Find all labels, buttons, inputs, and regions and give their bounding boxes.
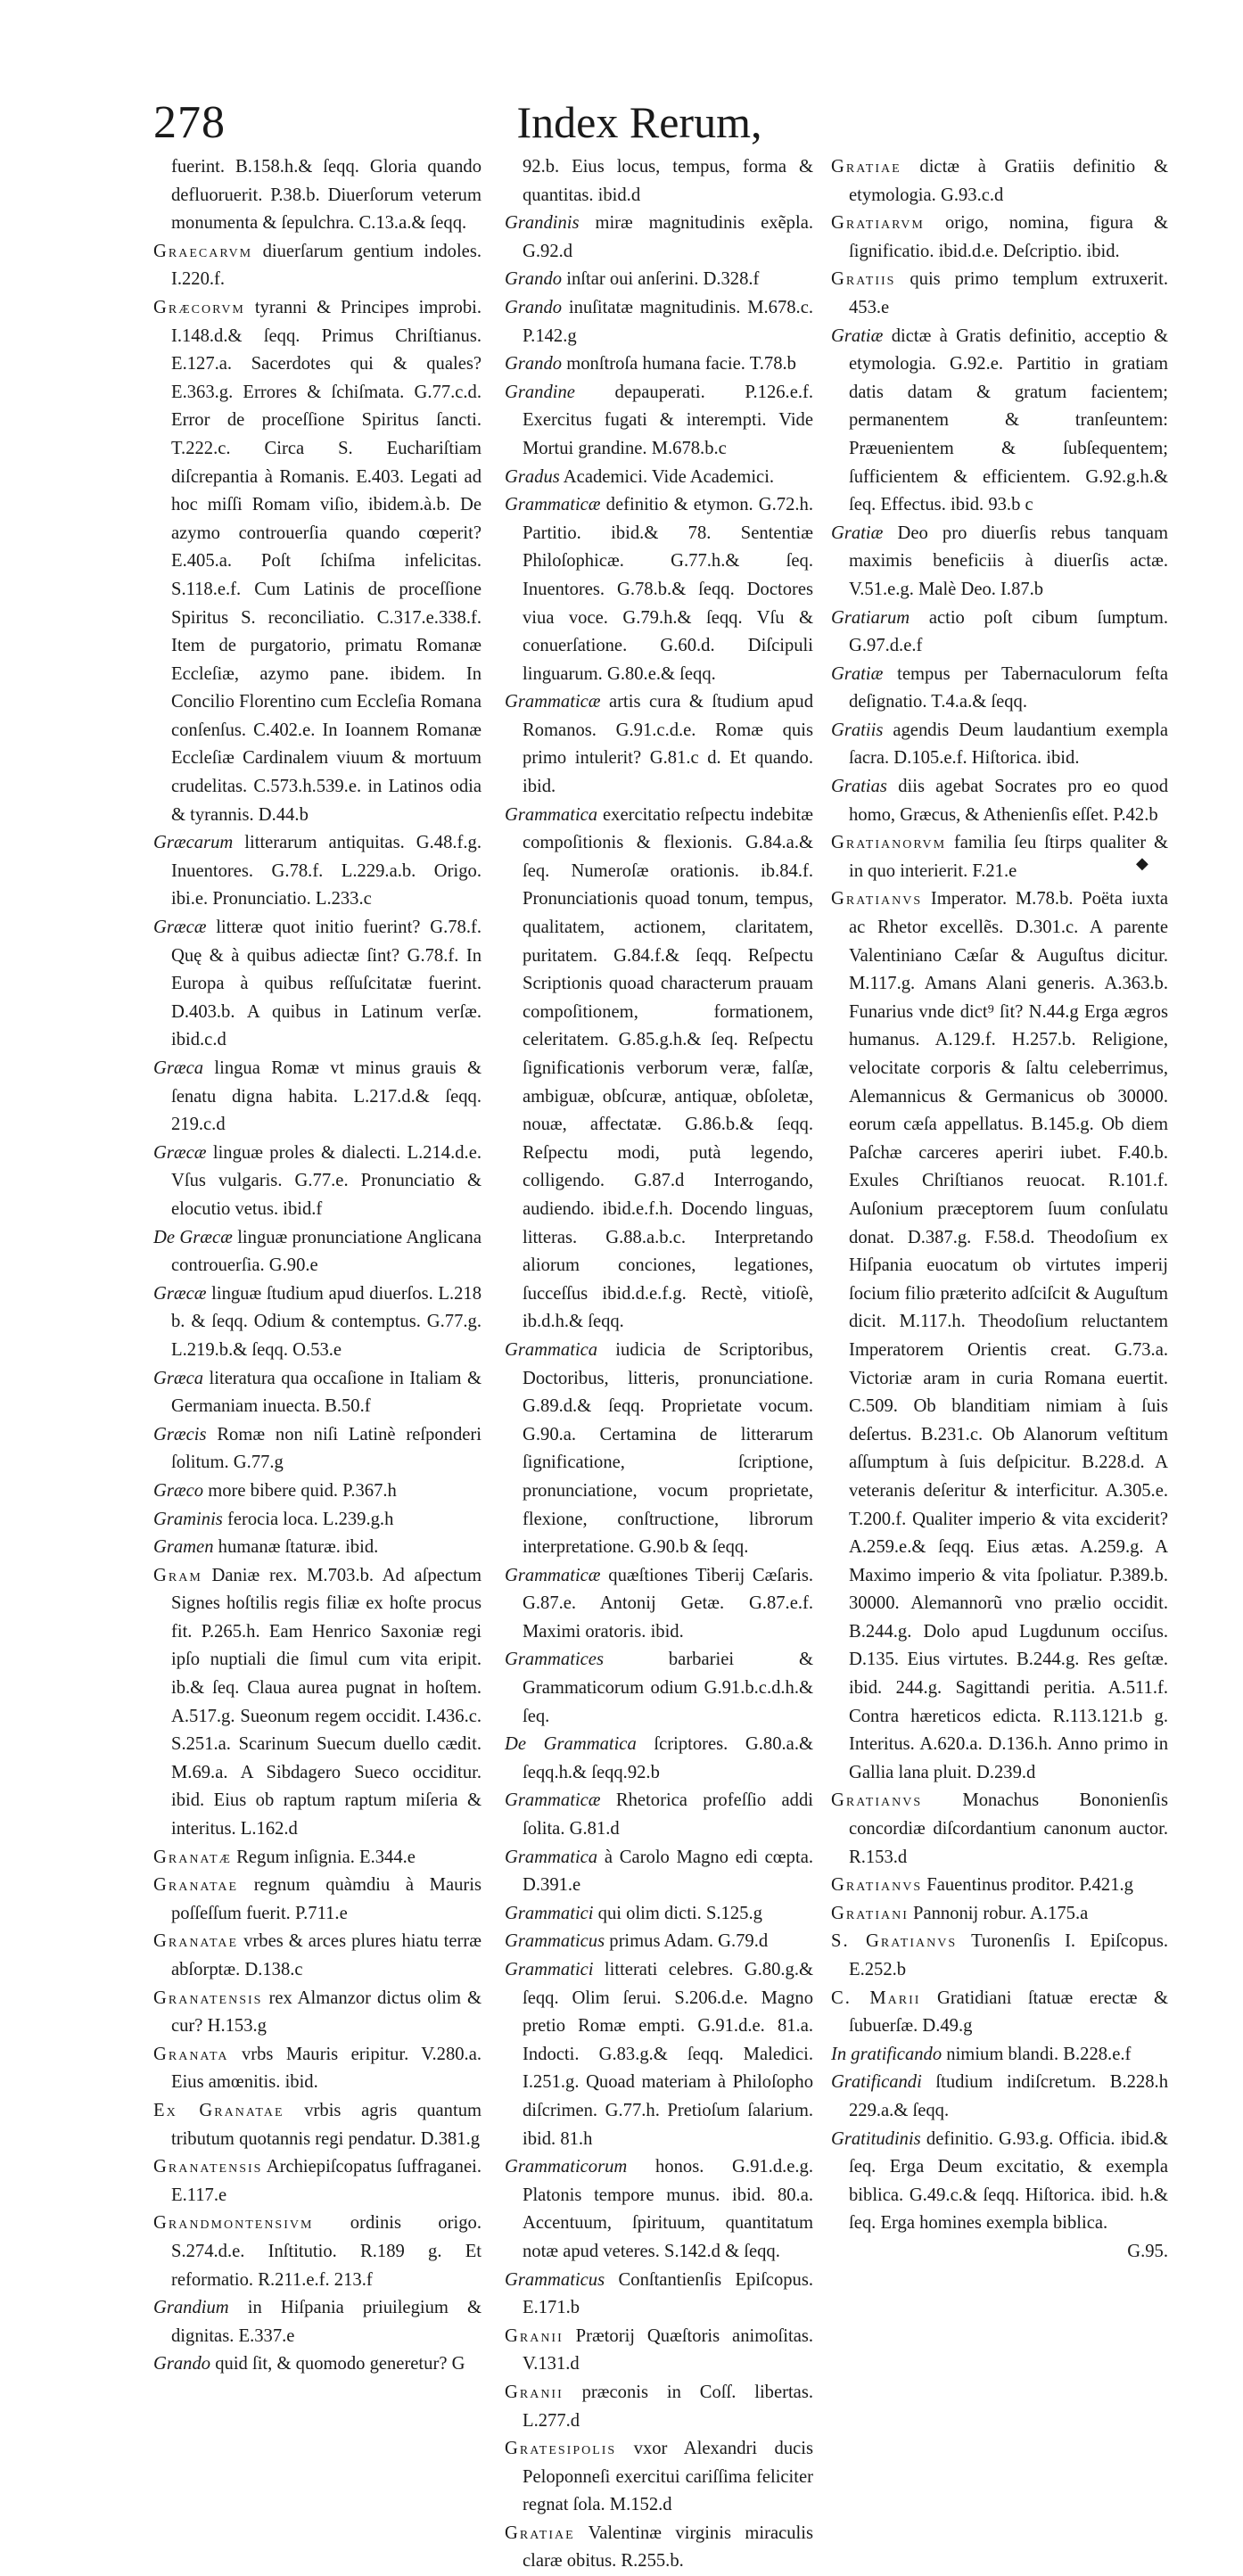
index-entry-text: ferocia loca. L.239.g.h <box>222 1509 394 1529</box>
index-entry <box>831 153 1168 210</box>
index-headword: Grammatices <box>505 1650 604 1670</box>
index-headword: In gratificando <box>831 2044 943 2064</box>
running-head: Index Rerum, <box>516 97 762 147</box>
index-entry <box>505 2379 813 2435</box>
index-entry-text: definitio. G.93.g. Officia. ibid.& ſeq. Erga Deum excitatio, & exempla biblica. G.49.c.& ſeqq. Hiſtorica. ibid. h.& ſeq. Erga homines exempla biblica. <box>849 2128 1168 2234</box>
index-headword: Græcæ <box>153 1142 207 1163</box>
index-entry-text: lingua Romæ vt minus grauis & ſenatu digna habita. L.217.d.& ſeqq. 219.c.d <box>171 1058 482 1135</box>
index-headword: Graecarvm <box>153 241 253 261</box>
index-headword: Granatae <box>153 1875 239 1896</box>
index-entry-text: diuerſarum gentium indoles. I.220.f. <box>171 241 482 290</box>
index-entry <box>831 1872 1168 1900</box>
index-entry <box>153 1477 482 1506</box>
index-entry-text: exercitatio reſpectu indebitæ compoſitionis & flexionis. G.84.a.& ſeq. Numeroſæ orationis. ib.84.f. Pronunciationis quoad tonum, tempus, qualitatem, actionem, claritatem, puritatem. G.84.f.& ſeqq. Reſpectu Scriptionis quoad characterum prauam compoſitionem, formationem, celeritatem. G.85.g.h.& ſeq. Reſpectu ſignificationis verborum veræ, falſæ, ambiguæ, obſcuræ, antiquæ, obſoletæ, nouæ, affectatæ. G.86.b.& ſeqq. Reſpectu modi, putà legendo, colligendo. G.87.d Interrogando, audiendo. ibid.e.f.h. Docendo linguas, litteras. G.88.a.b.c. Interpretando aliorum conciones, legationes, ſucceſſus ibid.d.e.f.g. Rectè, vitioſè, ib.d.h.& ſeqq. <box>523 804 813 1332</box>
index-column-left <box>153 153 482 2379</box>
index-entry <box>831 661 1168 717</box>
index-entry-text: vrbes & arces plures hiatu terræ abſorptæ. D.138.c <box>171 1931 482 1979</box>
index-entry-text: iudicia de Scriptoribus, Doctoribus, litteris, pronunciatione. G.89.d.& ſeqq. Proprietate vocum. G.90.a. Certamina de litterarum ſignificatione, ſcriptione, pronunciatione, vocum proprietate, flexione, conſtructione, librorum interpretatione. G.90.b & ſeqq. <box>523 1339 813 1558</box>
index-headword: Grammatici <box>505 1960 594 1979</box>
index-entry-text: dictæ à Gratis definitio, acceptio & etymologia. G.92.e. Partitio in gratiam datis datam & gratum facientem; permanentem & tranſeuntem: Præuenientem & ſubſequentem; ſufficientem & efficientem. G.92.g.h.& ſeq. Effectus. ibid. 93.b c <box>849 325 1168 515</box>
index-entry-text: ſtudium indiſcretum. B.228.h 229.a.& ſeqq. <box>849 2072 1168 2120</box>
index-entry-text: ſcriptores. G.80.a.& ſeqq.h.& ſeqq.92.b <box>523 1734 813 1782</box>
index-headword: Grando <box>505 297 563 317</box>
index-entry-text: litteræ quot initio fuerint? G.78.f. Quę & à quibus adiectæ ſint? G.78.f. In Europa à quibus reſſuſcitatæ fuerint. D.403.b. A quibus in Latinum verſæ. ibid.c.d <box>171 918 482 1050</box>
index-entry <box>153 2041 482 2097</box>
index-entry <box>153 1872 482 1928</box>
index-entry-text: Monachus Bononienſis concordiæ diſcordantium canonum auctor. R.153.d <box>849 1790 1168 1867</box>
index-entry <box>153 1224 482 1280</box>
index-entry <box>831 605 1168 661</box>
index-entry <box>505 350 813 379</box>
index-entry-text: depauperati. P.126.e.f. Exercitus fugati & interempti. Vide Mortui grandine. M.678.b.c <box>523 382 813 458</box>
index-headword: De Grammatica <box>505 1734 637 1755</box>
index-entry-text: Valentinæ virginis miraculis claræ obitus. R.255.b. <box>523 2523 813 2572</box>
index-headword: Gratiarvm <box>831 213 925 234</box>
index-entry <box>153 1140 482 1224</box>
index-headword: Granatensis <box>153 1988 263 2008</box>
index-entry <box>505 1787 813 1843</box>
index-headword: Gratianvs <box>831 1875 923 1896</box>
index-entry-text: fuerint. B.158.h.& ſeqq. Gloria quando defluoruerit. P.38.b. Diuerſorum veterum monumenta & ſepulchra. C.13.a.& ſeqq. <box>171 157 482 234</box>
index-headword: Græcæ <box>153 918 207 938</box>
index-entry <box>505 688 813 801</box>
index-entry <box>831 210 1168 266</box>
index-entry-text: Regum inſignia. E.344.e <box>232 1847 416 1867</box>
index-entry <box>153 1985 482 2041</box>
index-entry-text: actio poſt cibum ſumptum. G.97.d.e.f <box>849 607 1168 656</box>
index-entry-text: tyranni & Principes improbi. I.148.d.& ſeqq. Primus Chriſtianus. E.127.a. Sacerdotes qui & quales? E.363.g. Errores & ſchiſmata. G.77.c.d. Error de proceſſione Spiritus ſancti. T.222.c. Circa S. Euchariſtiam diſcrepantia à Romanis. E.403. Legati ad hoc miſſi Romam viſio, ibidem.à.b. De azymo controuerſia quando cœperit? E.405.a. Poſt ſchiſma infelicitas. S.118.e.f. Cum Latinis de proceſſione Spiritus S. reconciliatio. C.317.e.338.f. Item de purgatorio, primatu Romanæ Eccleſiæ, azymo pane. ibidem. In Concilio Florentino cum Eccleſia Romana conſenſus. C.402.e. In Ioannem Romanæ Eccleſiæ Cardinalem viuum & mortuum crudelitas. C.573.h.539.e. in Latinos odia & tyrannis. D.44.b <box>171 297 482 825</box>
index-entry-text: barbariei & Grammaticorum odium G.91.b.c.d.h.& ſeq. <box>523 1650 813 1726</box>
index-headword: Gratificandi <box>831 2072 922 2093</box>
index-headword: Grammatica <box>505 1339 598 1360</box>
index-entry-text: vrbis agris quantum tributum quotannis regi pendatur. D.381.g <box>171 2100 482 2149</box>
index-entry-text: Rhetorica profeſſio addi ſolita. G.81.d <box>523 1790 813 1839</box>
index-headword: Gratiani <box>831 1903 909 1923</box>
index-entry-text: linguæ pronunciatione Anglicana controuerſia. G.90.e <box>171 1227 482 1276</box>
index-headword: Grammaticæ <box>505 1565 601 1585</box>
index-headword: Grammaticorum <box>505 2157 628 2177</box>
index-entry <box>505 266 813 294</box>
index-headword: Gratiarum <box>831 607 910 628</box>
index-headword: Gratiis <box>831 269 896 290</box>
index-headword: Gratiis <box>831 720 884 740</box>
index-headword: Grandmontensivm <box>153 2213 314 2234</box>
index-entry <box>153 1844 482 1872</box>
index-entry-text: humanæ ſtaturæ. ibid. <box>213 1537 379 1558</box>
index-headword: Græco <box>153 1480 204 1501</box>
index-headword: Grammatici <box>505 1903 594 1923</box>
index-entry <box>505 1928 813 1956</box>
index-headword: De Græcæ <box>153 1227 233 1247</box>
index-headword: Grando <box>505 269 563 290</box>
index-headword: Gratianorvm <box>831 833 947 853</box>
index-entry <box>505 1900 813 1929</box>
index-entry <box>505 2153 813 2266</box>
index-entry <box>505 802 813 1337</box>
index-entry-text: monſtroſa humana facie. T.78.b <box>562 354 796 374</box>
index-entry <box>153 1928 482 1984</box>
index-headword: Græcis <box>153 1424 207 1444</box>
index-entry-text: agendis Deum laudantium exempla ſacra. D.105.e.f. Hiſtorica. ibid. <box>849 720 1168 769</box>
index-headword: Grando <box>505 354 563 374</box>
index-entry <box>831 2041 1168 2070</box>
index-entry-text: honos. G.91.d.e.g. Platonis tempore munus. ibid. 80.a. Accentuum, ſpirituum, quantitatum notæ apud veteres. S.142.d & ſeqq. <box>523 2157 813 2261</box>
index-entry-text: dictæ à Gratiis definitio & etymologia. G.93.c.d <box>849 157 1168 205</box>
index-entry <box>831 1787 1168 1872</box>
index-entry-text: rex Almanzor dictus olim & cur? H.153.g <box>171 1988 482 2037</box>
index-headword: Grammaticus <box>505 2269 605 2290</box>
index-entry-text: miræ magnitudinis exẽpla. G.92.d <box>523 213 813 261</box>
index-headword: Gratianvs <box>831 889 923 909</box>
index-entry-text: linguæ proles & dialecti. L.214.d.e. Vſus vulgaris. G.77.e. Pronunciatio & elocutio vetus. ibid.f <box>171 1142 482 1219</box>
index-entry <box>153 1365 482 1421</box>
index-entry-text: Romæ non niſi Latinè reſponderi ſolitum. G.77.g <box>171 1424 482 1473</box>
index-entry <box>153 1534 482 1562</box>
index-entry <box>153 2210 482 2294</box>
index-entry <box>831 520 1168 605</box>
index-entry <box>505 1646 813 1731</box>
index-headword: S. Gratianvs <box>831 1931 958 1952</box>
index-headword: Gratesipolis <box>505 2439 617 2459</box>
index-entry-text: vxor Alexandri ducis Peloponneſi exercitui cariſſima feliciter regnat ſola. M.152.d <box>523 2439 813 2515</box>
index-entry <box>505 1956 813 2153</box>
index-entry <box>153 829 482 914</box>
index-entry <box>831 2126 1168 2238</box>
index-headword: Granatensis <box>153 2157 263 2177</box>
index-entry-text: Conſtantienſis Epiſcopus. E.171.b <box>523 2269 813 2318</box>
index-headword: Gratiae <box>505 2523 575 2543</box>
index-headword: Gradus <box>505 466 560 487</box>
index-entry <box>153 914 482 1055</box>
index-entry <box>153 1421 482 1477</box>
index-headword: Gratiæ <box>831 663 884 684</box>
index-entry-text: Turonenſis I. Epiſcopus. E.252.b <box>849 1931 1169 1979</box>
index-entry-text: familia ſeu ſtirps qualiter & in quo interierit. F.21.e <box>849 833 1168 881</box>
index-headword: Grammatica <box>505 1847 598 1867</box>
index-entry-text: regnum quàmdiu à Mauris poſſeſſum fuerit. P.711.e <box>171 1875 482 1923</box>
index-entry-text: origo, nomina, figura & ſignificatio. ibid.d.e. Deſcriptio. ibid. <box>849 213 1168 261</box>
index-headword: Granatae <box>153 1931 239 1952</box>
index-headword: Graminis <box>153 1509 223 1529</box>
index-entry <box>505 1731 813 1787</box>
index-headword: Granata <box>153 2044 229 2064</box>
index-headword: Gratitudinis <box>831 2128 921 2149</box>
index-entry <box>831 266 1168 322</box>
index-entry <box>153 1562 482 1844</box>
index-entry <box>153 153 482 238</box>
index-entry-text: Pannonij robur. A.175.a <box>908 1903 1089 1923</box>
index-entry <box>153 238 482 294</box>
index-headword: Grammaticæ <box>505 495 601 515</box>
index-entry-text: in Hiſpania priuilegium & dignitas. E.337.e <box>171 2298 482 2346</box>
diamond-ornament-icon: ◆ <box>1136 854 1148 872</box>
index-entry <box>831 1985 1168 2041</box>
index-entry <box>831 717 1168 773</box>
index-entry-text: Gratidiani ſtatuæ erectæ & ſubuerſæ. D.49.g <box>849 1988 1168 2037</box>
index-entry <box>505 210 813 266</box>
index-headword: Grandine <box>505 382 575 402</box>
index-entry <box>505 2435 813 2520</box>
index-headword: Granii <box>505 2325 564 2346</box>
index-headword: Græcarum <box>153 833 234 853</box>
index-entry-text: vrbs Mauris eripitur. V.280.a. Eius amœnitis. ibid. <box>171 2044 482 2093</box>
index-entry-text: diis agebat Socrates pro eo quod homo, Græcus, & Athenienſis eſſet. P.42.b <box>849 777 1168 825</box>
index-entry-text: qui olim dicti. S.125.g <box>593 1903 762 1923</box>
index-entry <box>831 2069 1168 2125</box>
index-headword: Grammaticæ <box>505 1790 601 1811</box>
index-entry-text: more bibere quid. P.367.h <box>203 1480 397 1501</box>
index-headword: Gratiae <box>831 157 901 177</box>
index-entry-text: inſtar oui anſerini. D.328.f <box>562 269 760 290</box>
index-entry-text: artis cura & ſtudium apud Romanos. G.91.c.d.e. Romæ quis primo intulerit? G.81.c d. Et quando. ibid. <box>523 692 813 797</box>
index-entry <box>505 153 813 210</box>
index-entry <box>831 1928 1168 1984</box>
index-entry-text: Prætorij Quæſtoris animoſitas. V.131.d <box>523 2325 813 2374</box>
index-entry <box>153 1280 482 1365</box>
index-entry <box>153 2294 482 2350</box>
index-entry <box>831 773 1168 829</box>
index-headword: Gramen <box>153 1537 214 1558</box>
index-entry <box>505 2323 813 2379</box>
index-entry-text: definitio & etymon. G.72.h. Partitio. ibid.& 78. Sententiæ Philoſophicæ. G.77.h.& ſeq. Inuentores. G.78.b.& ſeqq. Doctores viua voce. G.79.h.& ſeqq. Vſu & conuerſatione. G.60.d. Diſcipuli linguarum. G.80.e.& ſeqq. <box>523 495 813 684</box>
index-entry <box>153 1506 482 1535</box>
index-entry <box>505 464 813 492</box>
index-headword: Grando <box>153 2354 211 2374</box>
index-headword: Grammaticus <box>505 1931 605 1952</box>
index-headword: Grammatica <box>505 804 598 825</box>
index-entry-text: Imperator. M.78.b. Poëta iuxta ac Rhetor excellẽs. D.301.c. A parente Valentiniano Cæſar & Auguſtus dicitur. M.117.g. Amans Alani generis. A.363.b. Funarius vnde dict⁹ ſit? N.44.g Erga ægros humanus. A.129.f. H.257.b. Religione, velocitate corporis & ſaltu celeberrimus, Alemannicus & Germanicus ob 30000. eorum cæſa appellatus. B.145.g. Ob diem Paſchæ carceres aperiri iubet. F.40.b. Exules Chriſtianos reuocat. R.101.f. Auſonium præceptorem ſuum conſulatu donat. D.387.g. F.58.d. Theodoſium ex Hiſpania euocatum ob virtutes imperij ſocium filio præterito adſciſcit & Auguſtum dicit. M.117.h. Theodoſium reluctantem Imperatorem Orientis creat. G.73.a. Victoriæ aram in curia Romana euertit. C.509. Ob blanditiam nimiam à ſuis deſertus. B.231.c. Ob Alanorum veſtitum aſſumptum à ſuis deſpicitur. B.228.d. A veteranis deſeritur & interficitur. A.305.e. T.200.f. Qualiter imperio & vita exciderit? A.259.e.& ſeqq. Eius ætas. A.259.g. A Maximo imperio & vita ſpoliatur. P.389.b. 30000. Alemannorũ vno prælio occidit. B.244.g. Dolo apud Lugdunum occiſus. D.135. Eius virtutes. B.244.g. Res geſtæ. ibid. 244.g. Sagittandi peritia. A.511.f. Contra hæreticos edicta. R.113.121.b g. Interitus. A.620.a. D.136.h. Anno primo in Gallia lana pluit. D.239.d <box>849 889 1168 1782</box>
index-entry-text: 92.b. Eius locus, tempus, forma & quantitas. ibid.d <box>523 157 813 205</box>
index-headword: Gratias <box>831 777 887 797</box>
index-headword: Gram <box>153 1565 202 1585</box>
index-entry-text: quæſtiones Tiberij Cæſaris. G.87.e. Antonij Getæ. G.87.e.f. Maximi oratoris. ibid. <box>523 1565 813 1642</box>
index-entry <box>505 2520 813 2576</box>
index-headword: Gratiæ <box>831 523 884 543</box>
index-entry-text: tempus per Tabernaculorum feſta deſignatio. T.4.a.& ſeqq. <box>849 663 1168 712</box>
index-entry <box>505 2267 813 2323</box>
index-entry <box>505 491 813 688</box>
index-entry <box>505 379 813 464</box>
index-headword: Græca <box>153 1058 204 1078</box>
index-headword: Ex Granatae <box>153 2100 284 2120</box>
index-entry-text: Deo pro diuerſis rebus tanquam maximis beneficiis à diuerſis actæ. V.51.e.g. Malè Deo. I.87.b <box>849 523 1168 599</box>
index-entry <box>831 1900 1168 1929</box>
index-entry <box>153 2350 482 2379</box>
index-entry-text: quid ſit, & quomodo generetur? G <box>210 2354 465 2374</box>
index-entry-text: Archiepiſcopatus ſuffraganei. E.117.e <box>171 2157 482 2205</box>
index-headword: Gratianvs <box>831 1790 923 1811</box>
index-entry-text: præconis in Coſſ. libertas. L.277.d <box>523 2382 813 2431</box>
index-column-right <box>831 153 1168 2267</box>
index-entry <box>505 1337 813 1562</box>
index-headword: Gratiæ <box>831 325 884 346</box>
index-entry-text: litterarum antiquitas. G.48.f.g. Inuentores. G.78.f. L.229.a.b. Origo. ibi.e. Pronunciatio. L.233.c <box>171 833 482 909</box>
index-headword: Grandinis <box>505 213 580 234</box>
index-entry <box>505 294 813 350</box>
index-headword: C. Marii <box>831 1988 921 2008</box>
index-entry <box>831 323 1168 520</box>
index-entry-text: nimium blandi. B.228.e.f <box>942 2044 1132 2064</box>
index-entry-text: ordinis origo. S.274.d.e. Inſtitutio. R.189 g. Et reformatio. R.211.e.f. 213.f <box>171 2213 482 2290</box>
index-headword: Granatæ <box>153 1847 232 1867</box>
index-headword: Grandium <box>153 2298 229 2318</box>
index-entry-text: litterati celebres. G.80.g.& ſeqq. Olim ſerui. S.206.d.e. Magno pretio Romæ empti. G.91.d.e. 81.a. Indocti. G.83.g.& ſeqq. Maledici. I.251.g. Quoad materiam à Philoſopho diſcrimen. G.77.h. Pretioſum ſalarium. ibid. 81.h <box>523 1960 813 2149</box>
index-headword: Granii <box>505 2382 564 2402</box>
index-entry-text: primus Adam. G.79.d <box>605 1931 769 1952</box>
index-headword: Græcæ <box>153 1283 207 1304</box>
index-entry <box>153 1055 482 1140</box>
index-headword: Græca <box>153 1368 204 1388</box>
index-entry-text: Fauentinus proditor. P.421.g <box>922 1875 1133 1896</box>
index-entry-text: à Carolo Magno edi cœpta. D.391.e <box>523 1847 813 1896</box>
index-entry-text: Daniæ rex. M.703.b. Ad aſpectum Signes hoſtilis regis filiæ ex hoſte procus fit. P.265.h. Eam Henrico Saxoniæ regi ipſo nuptiali die ſimul cum vita eripit. ib.& ſeq. Claua aurea pugnat in hoſtem. A.517.g. Sueonum regem occidit. I.436.c. S.251.a. Scarinum Suecum duello cædit. M.69.a. A Sibdagero Sueco occiditur. ibid. Eius ob raptum raptum miſeria & interitus. L.162.d <box>171 1565 482 1839</box>
index-entry <box>831 829 1168 885</box>
index-headword: Græcorvm <box>153 297 245 317</box>
index-entry <box>505 1844 813 1900</box>
page-number: 278 <box>153 97 226 148</box>
index-entry-text: Academici. Vide Academici. <box>559 466 775 487</box>
index-entry-text: literatura qua occaſione in Italiam & Germaniam inuecta. B.50.f <box>171 1368 482 1417</box>
catchword: G.95. <box>1127 2241 1168 2261</box>
index-entry <box>153 2153 482 2210</box>
index-entry <box>153 294 482 829</box>
index-entry-text: inuſitatæ magnitudinis. M.678.c. P.142.g <box>523 297 813 346</box>
index-entry <box>505 1562 813 1647</box>
index-column-middle <box>505 153 813 2576</box>
index-headword: Grammaticæ <box>505 692 601 712</box>
index-entry-text: quis primo templum extruxerit. 453.e <box>849 269 1168 317</box>
index-entry <box>831 885 1168 1787</box>
index-entry <box>153 2097 482 2153</box>
index-entry-text: linguæ ſtudium apud diuerſos. L.218 b. & ſeqq. Odium & contemptus. G.77.g. L.219.b.& ſeqq. O.53.e <box>171 1283 482 1360</box>
